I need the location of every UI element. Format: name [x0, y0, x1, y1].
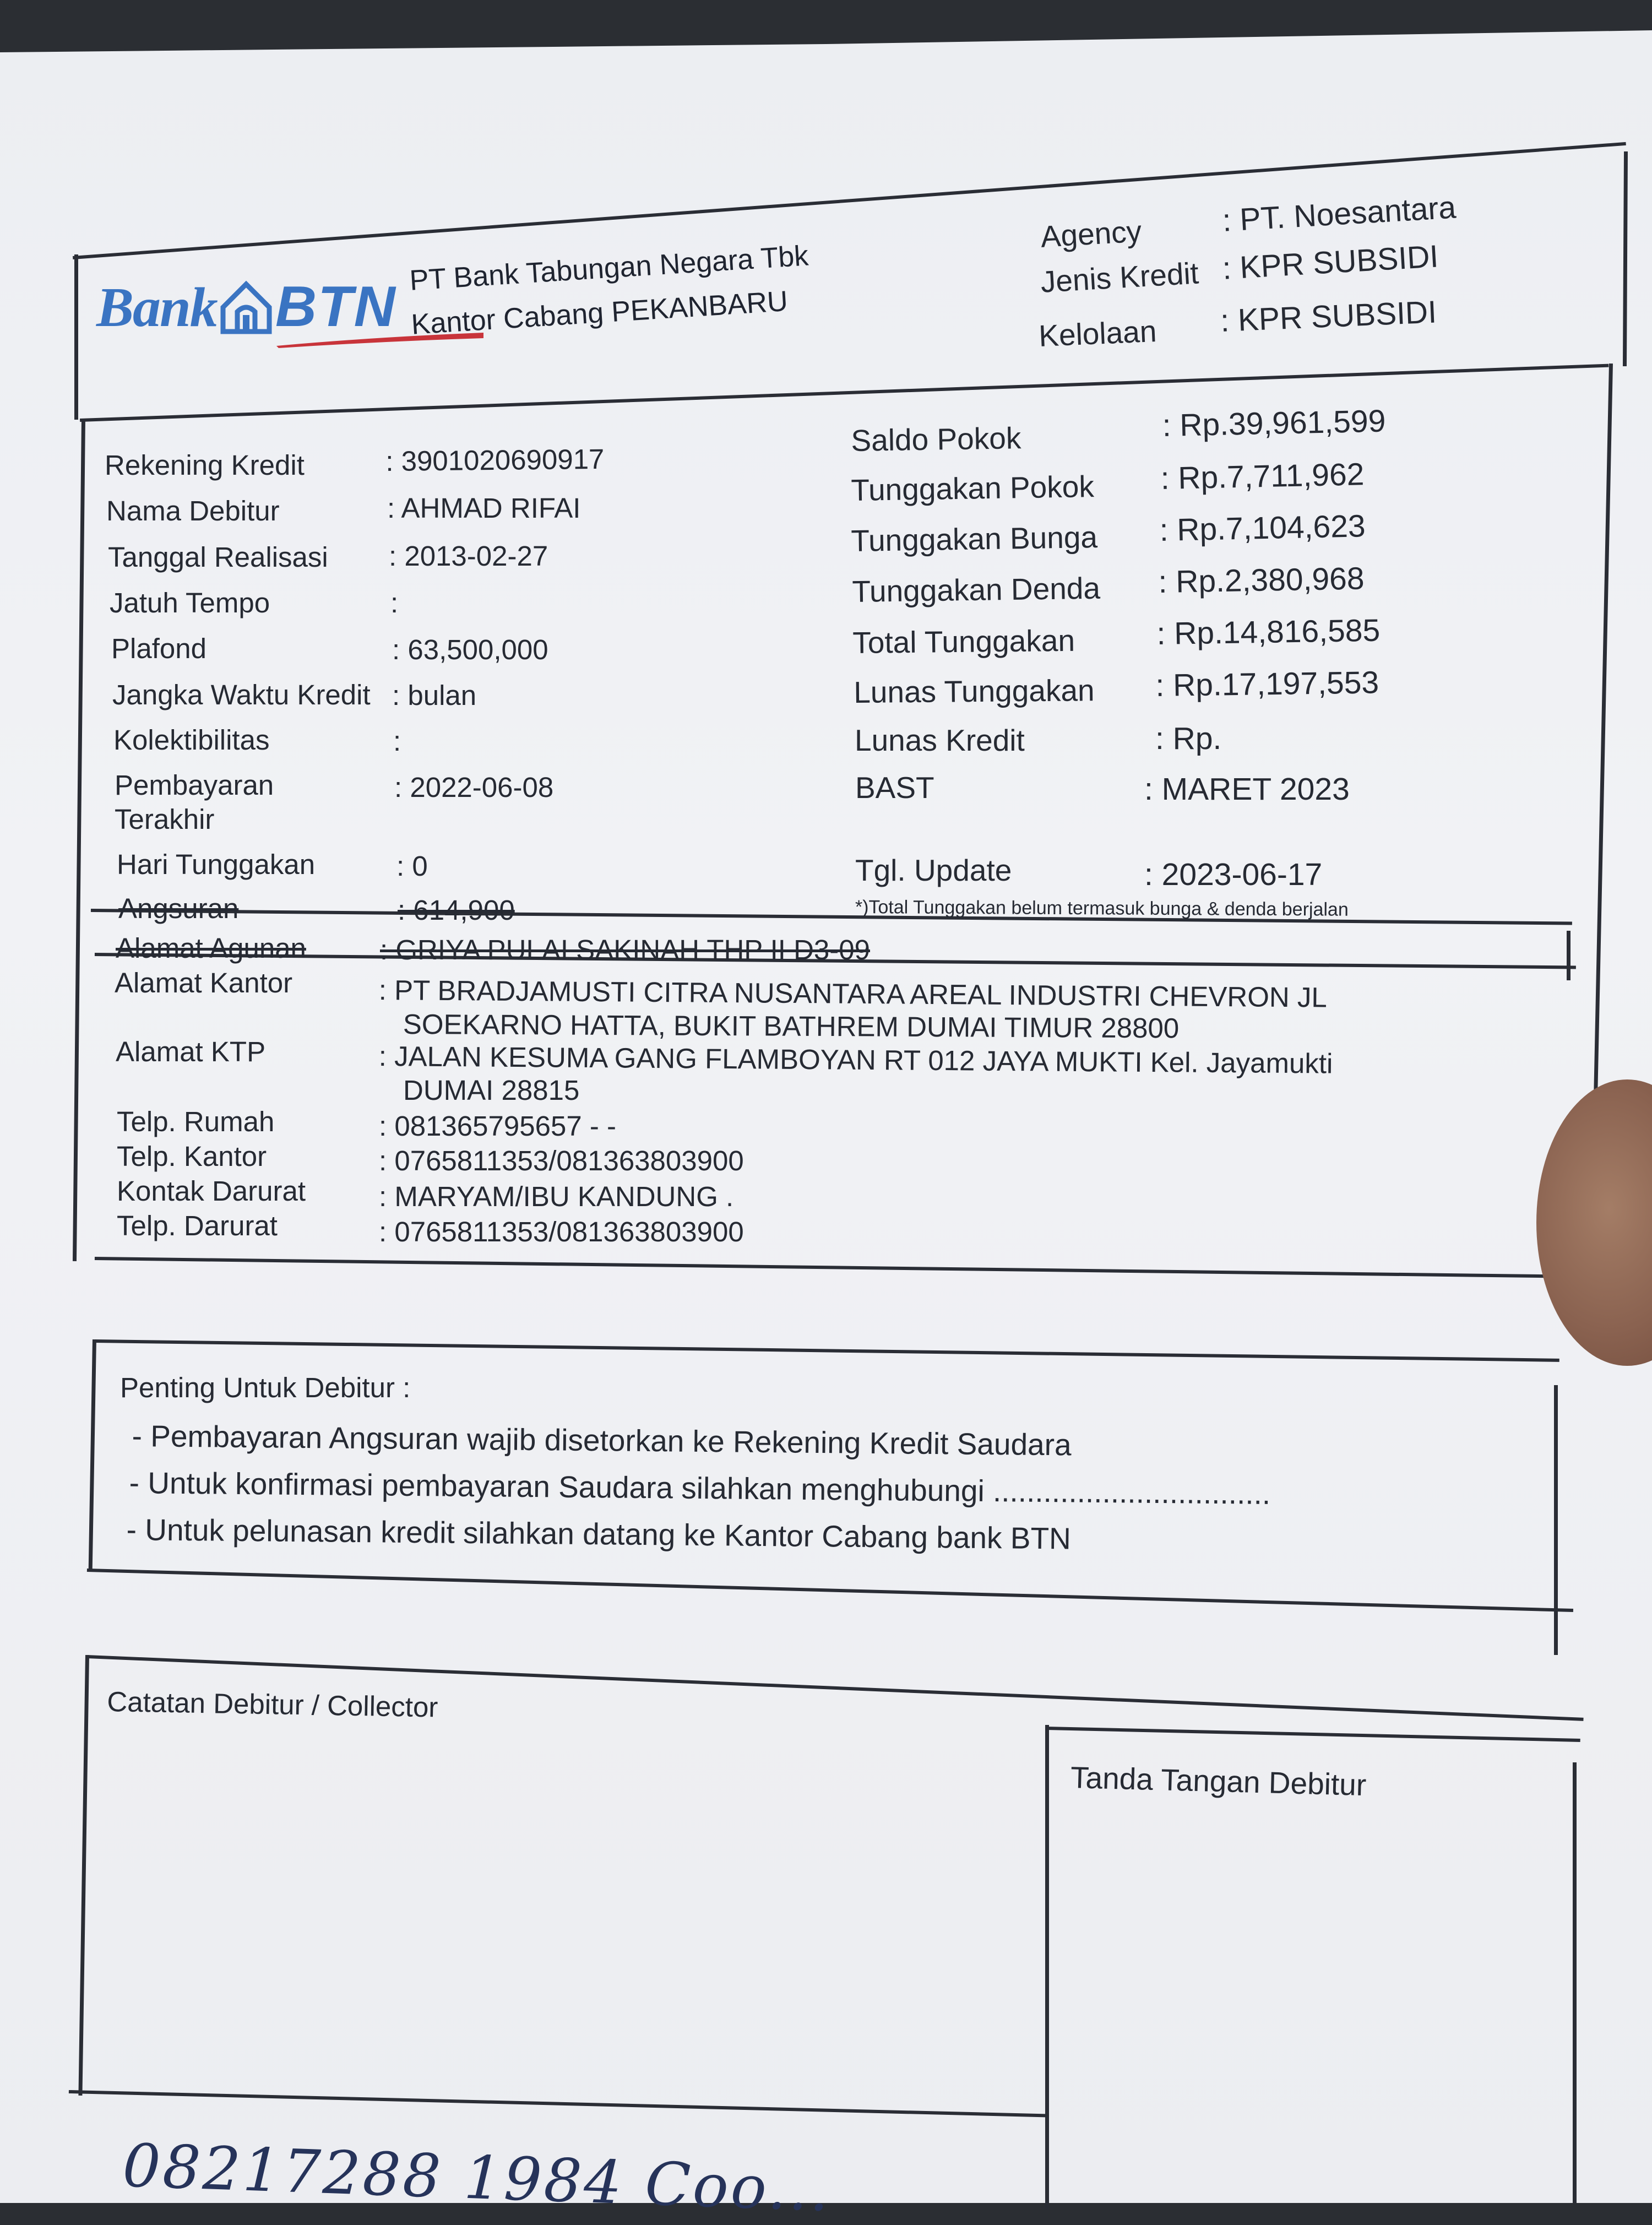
saldo-pokok-value: : Rp.39,961,599: [1162, 403, 1386, 443]
pembayaran-terakhir-label-2: Terakhir: [115, 804, 215, 835]
telp-kantor-label: Telp. Kantor: [117, 1141, 267, 1172]
jangka-waktu-value: : bulan: [392, 680, 477, 711]
pembayaran-terakhir-label: Pembayaran: [115, 769, 274, 801]
footnote: *)Total Tunggakan belum termasuk bunga & denda berjalan: [855, 897, 1349, 920]
saldo-pokok-label: Saldo Pokok: [851, 421, 1021, 458]
alamat-agunan-value: : GRIYA PULAI SAKINAH THP II D3-09: [380, 934, 870, 965]
notice-item-3: - Untuk pelunasan kredit silahkan datang ke Kantor Cabang bank BTN: [126, 1512, 1072, 1556]
hari-tunggakan-value: : 0: [396, 850, 428, 882]
alamat-kantor-line2: SOEKARNO HATTA, BUKIT BATHREM DUMAI TIMUR 28800: [403, 1008, 1180, 1044]
telp-rumah-value: : 081365795657 - -: [379, 1110, 617, 1142]
lunas-kredit-value: : Rp.: [1155, 721, 1222, 756]
tgl-update-label: Tgl. Update: [855, 853, 1012, 887]
notes-divider: [1045, 1725, 1049, 2210]
agency-value: : PT. Noesantara: [1221, 189, 1457, 238]
logo-word: Bank: [96, 276, 217, 339]
jenis-kredit-label: Jenis Kredit: [1040, 256, 1200, 299]
alamat-kantor-label: Alamat Kantor: [115, 967, 293, 998]
alamat-ktp-label: Alamat KTP: [116, 1036, 266, 1067]
kontak-darurat-label: Kontak Darurat: [117, 1175, 306, 1207]
telp-darurat-value: : 0765811353/081363803900: [379, 1216, 744, 1247]
notes-title: Catatan Debitur / Collector: [106, 1685, 438, 1723]
kolektibilitas-label: Kolektibilitas: [113, 724, 270, 756]
lunas-tunggakan-label: Lunas Tunggakan: [854, 673, 1095, 709]
nama-debitur-value: : AHMAD RIFAI: [387, 492, 581, 524]
telp-darurat-label: Telp. Darurat: [117, 1210, 278, 1241]
alamat-kantor-line1: : PT BRADJAMUSTI CITRA NUSANTARA AREAL INDUSTRI CHEVRON JL: [378, 974, 1327, 1013]
plafond-label: Plafond: [111, 633, 206, 664]
kolektibilitas-value: :: [393, 725, 401, 757]
agency-label: Agency: [1040, 214, 1143, 254]
kelolaan-label: Kelolaan: [1038, 314, 1158, 353]
alamat-ktp-line1: : JALAN KESUMA GANG FLAMBOYAN RT 012 JAYA MUKTI Kel. Jayamukti: [378, 1040, 1333, 1079]
angsuran-label: Angsuran: [118, 893, 239, 924]
tunggakan-bunga-label: Tunggakan Bunga: [851, 519, 1098, 558]
notes-right-border: [1573, 1762, 1577, 2203]
nama-debitur-label: Nama Debitur: [106, 495, 280, 527]
tunggakan-pokok-value: : Rp.7,711,962: [1160, 457, 1365, 496]
jatuh-tempo-label: Jatuh Tempo: [110, 587, 270, 618]
total-tunggakan-value: : Rp.14,816,585: [1156, 612, 1381, 652]
alamat-agunan-label: Alamat Agunan: [116, 932, 306, 964]
tunggakan-pokok-label: Tunggakan Pokok: [851, 469, 1095, 507]
hari-tunggakan-label: Hari Tunggakan: [117, 849, 316, 880]
bast-value: : MARET 2023: [1144, 772, 1350, 807]
bank-name: PT Bank Tabungan Negara Tbk: [409, 240, 809, 297]
jenis-kredit-value: : KPR SUBSIDI: [1221, 238, 1439, 286]
plafond-value: : 63,500,000: [392, 634, 548, 665]
lunas-kredit-label: Lunas Kredit: [855, 723, 1025, 757]
bast-label: BAST: [855, 770, 934, 805]
logo-brand: BTN: [275, 275, 396, 339]
tanggal-realisasi-value: : 2013-02-27: [389, 540, 548, 572]
lunas-tunggakan-value: : Rp.17,197,553: [1155, 665, 1379, 703]
angsuran-value: : 614,900: [398, 894, 515, 926]
jangka-waktu-label: Jangka Waktu Kredit: [112, 679, 371, 710]
notice-title: Penting Untuk Debitur :: [120, 1372, 411, 1403]
tunggakan-denda-value: : Rp.2,380,968: [1158, 561, 1365, 600]
alamat-ktp-line2: DUMAI 28815: [403, 1074, 580, 1106]
notice-item-2: - Untuk konfirmasi pembayaran Saudara silahkan menghubungi .................................: [129, 1466, 1271, 1511]
telp-kantor-value: : 0765811353/081363803900: [379, 1145, 744, 1176]
pembayaran-terakhir-value: : 2022-06-08: [394, 772, 554, 803]
kontak-darurat-value: : MARYAM/IBU KANDUNG .: [379, 1181, 734, 1212]
branch-name: Kantor Cabang PEKANBARU: [410, 285, 789, 341]
rekening-kredit-label: Rekening Kredit: [105, 449, 305, 481]
rekening-kredit-value: : 3901020690917: [385, 443, 605, 477]
tunggakan-denda-label: Tunggakan Denda: [852, 571, 1101, 609]
total-tunggakan-label: Total Tunggakan: [852, 623, 1075, 660]
telp-rumah-label: Telp. Rumah: [117, 1106, 275, 1137]
jatuh-tempo-value: :: [390, 587, 399, 618]
tunggakan-bunga-value: : Rp.7,104,623: [1159, 508, 1366, 548]
kelolaan-value: : KPR SUBSIDI: [1220, 294, 1438, 339]
tanggal-realisasi-label: Tanggal Realisasi: [108, 541, 328, 573]
notice-item-1: - Pembayaran Angsuran wajib disetorkan ke Rekening Kredit Saudara: [132, 1419, 1072, 1462]
tgl-update-value: : 2023-06-17: [1144, 857, 1323, 892]
notes-bottom-border: [69, 2090, 1049, 2117]
notes-left-border: [78, 1655, 89, 2096]
signature-title: Tanda Tangan Debitur: [1070, 1760, 1367, 1803]
signature-top-border: [1046, 1727, 1580, 1742]
handwritten-phone-note: 08217288 1984 Coo...: [121, 2131, 833, 2225]
